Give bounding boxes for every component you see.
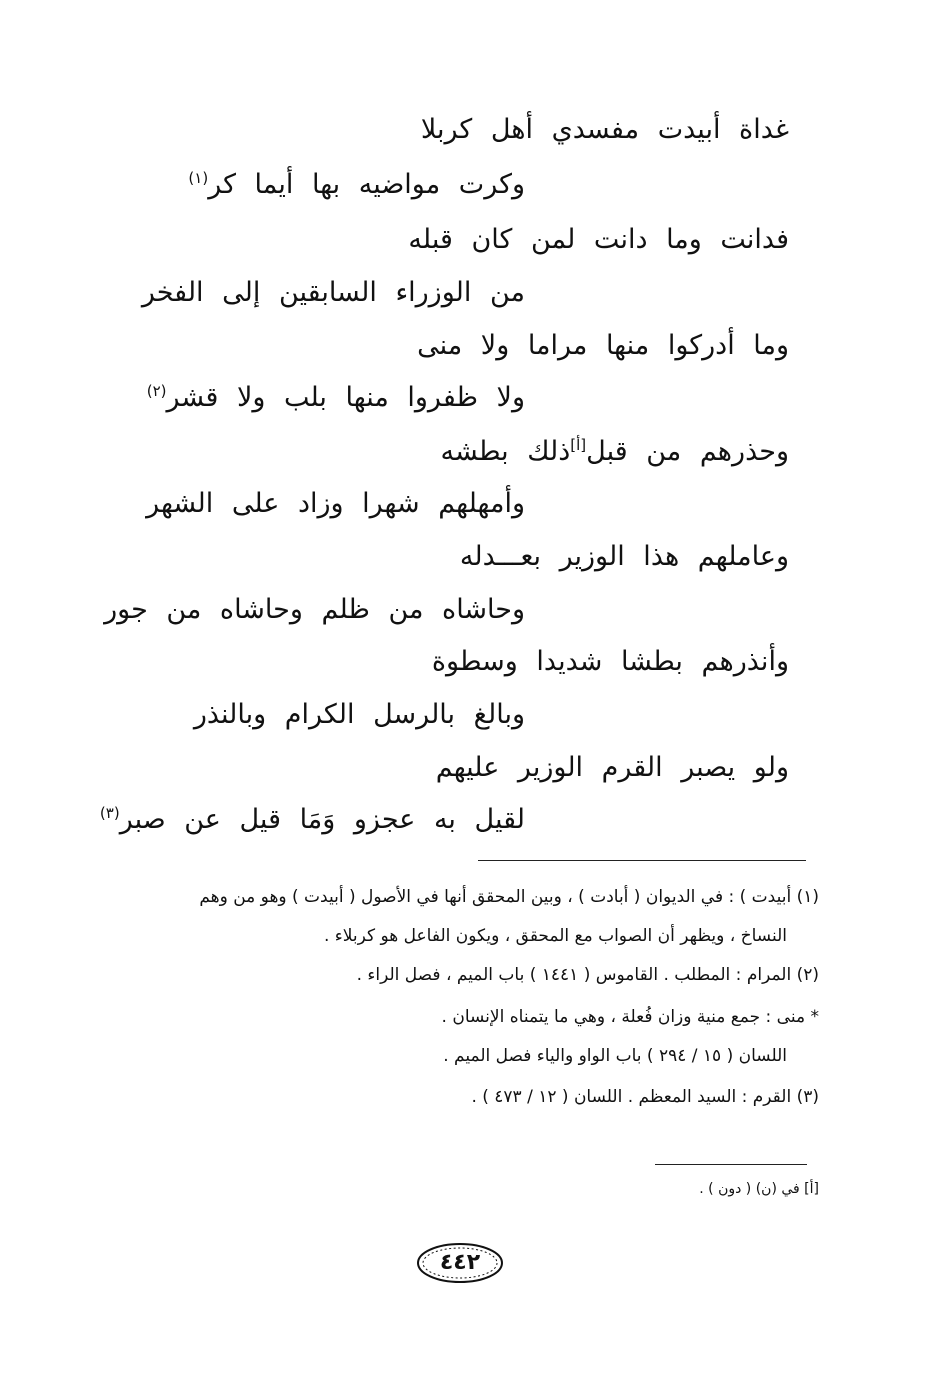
verse-line — [100, 800, 525, 840]
footnote-ref: (١) — [188, 169, 209, 187]
verse-line — [460, 537, 789, 577]
verse-line — [436, 748, 789, 788]
page-number-badge — [415, 1241, 505, 1285]
editor-note-ref: [أ] — [570, 436, 587, 454]
footnote-line: (١) أبيدت ) : في الديوان ( أبادت ) ، وبين المحقق أنها في الأصول ( أبيدت ) وهو من وهم — [199, 887, 819, 907]
verse-text: من الوزراء السابقين إلى الفخر — [141, 277, 525, 308]
footnote-line: (٢) المرام : المطلب . القاموس ( ١٤٤١ ) باب الميم ، فصل الراء . — [356, 965, 819, 985]
verse-line — [146, 484, 525, 524]
verse-text: ولو يصبر القرم الوزير عليهم — [435, 752, 789, 783]
verse-text: غداة أبيدت مفسدي أهل كربلا — [420, 114, 789, 145]
verse-line — [142, 273, 525, 313]
verse-text: وبالغ بالرسل الكرام وبالنذر — [193, 699, 525, 730]
verse-line — [421, 110, 789, 150]
footnote-line: * منى : جمع منية وزان فُعلة ، وهي ما يتمناه الإنسان . — [441, 1007, 819, 1027]
footnote-ref: (٣) — [99, 804, 120, 822]
footnote-line: (٣) القرم : السيد المعظم . اللسان ( ١٢ / ٤٧٣ ) . — [471, 1087, 819, 1107]
verse-text: ذلك بطشه — [440, 436, 571, 467]
verse-line — [188, 165, 525, 205]
editor-note-separator — [655, 1164, 807, 1165]
verse-text: لقيل به عجزو وَمَا قيل عن صبر — [119, 804, 525, 835]
footnote-separator — [478, 860, 806, 861]
footnote-ref: (٢) — [146, 382, 167, 400]
verse-text: وعاملهم هذا الوزير بعـــدله — [459, 541, 789, 572]
verse-line — [432, 642, 789, 682]
verse-text: وحاشاه من ظلم وحاشاه من جور — [104, 594, 525, 625]
verse-text: وأمهلهم شهرا وزاد على الشهر — [146, 488, 525, 519]
verse-line — [147, 378, 525, 418]
verse-line — [408, 220, 789, 260]
verse-line — [417, 326, 789, 366]
verse-text: ولا ظفروا منها بلب ولا قشر — [166, 382, 525, 413]
footnote-line: النساخ ، ويظهر أن الصواب مع المحقق ، ويكون الفاعل هو كربلاء . — [323, 926, 787, 946]
verse-line — [104, 590, 525, 630]
verse-text: وكرت مواضيه بها أيما كر — [208, 169, 525, 200]
verse-text: وما أدركوا منها مراما ولا منى — [417, 330, 789, 361]
verse-text: وحذرهم من قبل — [586, 436, 789, 467]
verse-line — [194, 695, 525, 735]
verse-text: وأنذرهم بطشا شديدا وسطوة — [431, 646, 789, 677]
page-number: ٤٤٢ — [439, 1250, 481, 1275]
verse-line — [440, 432, 789, 472]
verse-text: فدانت وما دانت لمن كان قبله — [408, 224, 789, 255]
footnote-line: اللسان ( ١٥ / ٢٩٤ ) باب الواو والياء فصل الميم . — [443, 1046, 787, 1066]
editor-note: [أ] في (ن) ( دون ) . — [699, 1181, 819, 1197]
